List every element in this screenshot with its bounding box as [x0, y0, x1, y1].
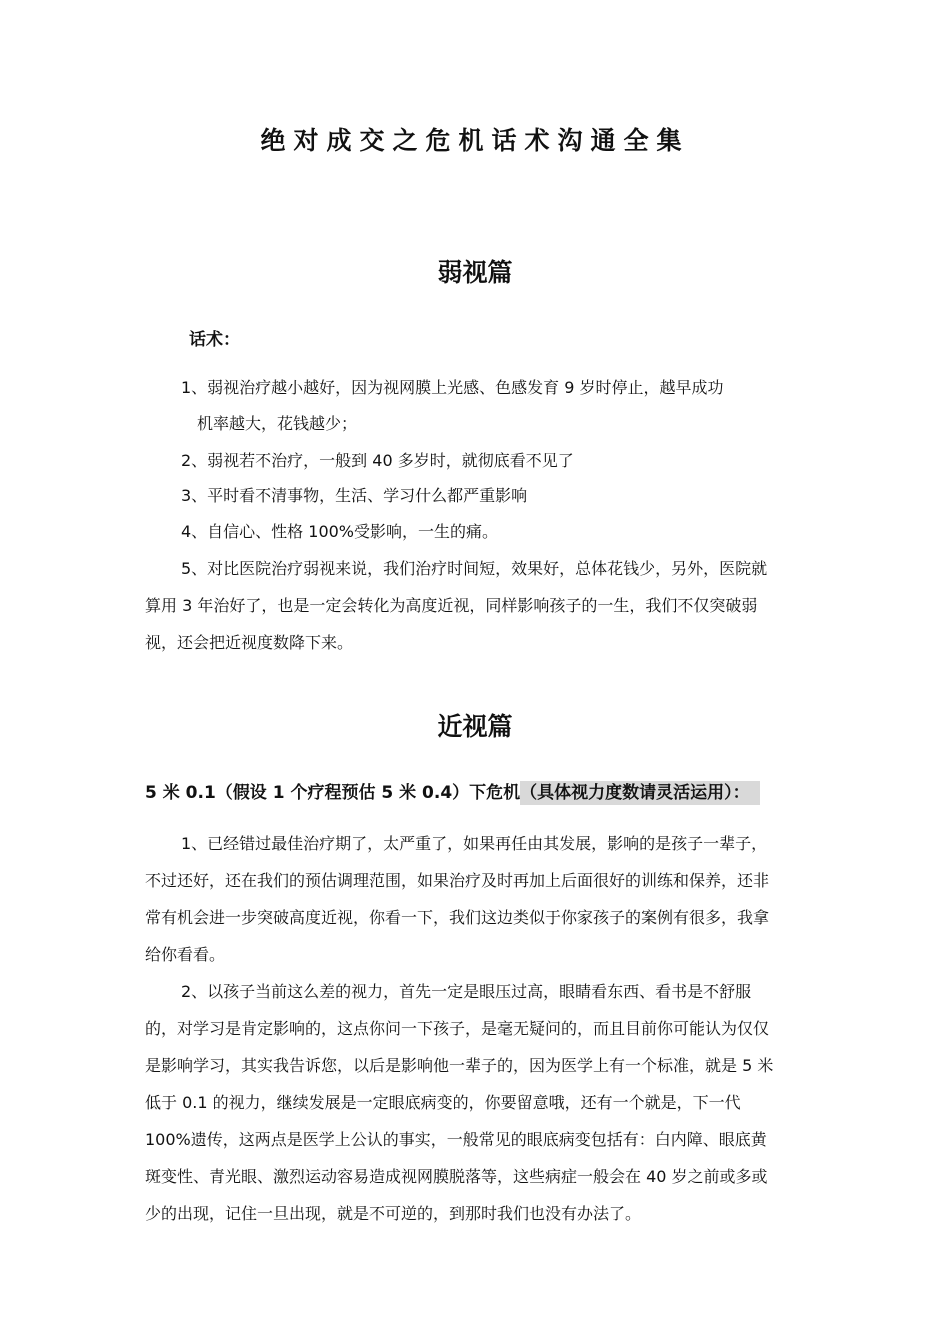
- myopia-line: 1、已经错过最佳治疗期了，太严重了，如果再任由其发展，影响的是孩子一辈子，: [181, 834, 768, 853]
- myopia-line: 常有机会进一步突破高度近视，你看一下，我们这边类似于你家孩子的案例有很多，我拿: [145, 908, 770, 927]
- myopia-line: 低于 0.1 的视力，继续发展是一定眼底病变的，你要留意哦，还有一个就是，下一代: [145, 1093, 741, 1112]
- amblyopia-line: 2、弱视若不治疗，一般到 40 多岁时，就彻底看不见了: [181, 451, 574, 470]
- myopia-line: 2、以孩子当前这么差的视力，首先一定是眼压过高，眼睛看东西、看书是不舒服: [181, 982, 752, 1001]
- amblyopia-line: 算用 3 年治好了，也是一定会转化为高度近视，同样影响孩子的一生，我们不仅突破弱: [145, 596, 758, 615]
- myopia-line: 斑变性、青光眼、激烈运动容易造成视网膜脱落等，这些病症一般会在 40 岁之前或多或: [145, 1167, 768, 1186]
- script-label: 话术：: [189, 330, 240, 350]
- myopia-line: 不过还好，还在我们的预估调理范围，如果治疗及时再加上后面很好的训练和保养，还非: [145, 871, 770, 890]
- myopia-subheading: [145, 780, 760, 806]
- myopia-line: 的，对学习是肯定影响的，这点你问一下孩子，是毫无疑问的，而且目前你可能认为仅仅: [145, 1019, 770, 1038]
- subheading-main-text: 5 米 0.1（假设 1 个疗程预估 5 米 0.4）下危机: [145, 783, 521, 803]
- document-title: 绝对成交之危机话术沟通全集: [260, 126, 690, 155]
- subheading-highlight-text: （具体视力度数请灵活运用）：: [520, 781, 760, 805]
- amblyopia-line: 视，还会把近视度数降下来。: [145, 633, 354, 652]
- section-title-amblyopia: 弱视篇: [437, 258, 513, 287]
- amblyopia-line: 5、对比医院治疗弱视来说，我们治疗时间短，效果好，总体花钱少，另外，医院就: [181, 559, 768, 578]
- myopia-line: 100%遗传，这两点是医学上公认的事实，一般常见的眼底病变包括有：白内障、眼底黄: [145, 1130, 767, 1149]
- amblyopia-line: 机率越大，花钱越少；: [197, 414, 358, 433]
- myopia-line: 是影响学习，其实我告诉您，以后是影响他一辈子的，因为医学上有一个标准，就是 5 米: [145, 1056, 774, 1075]
- myopia-line: 给你看看。: [145, 945, 226, 964]
- amblyopia-line: 3、平时看不清事物，生活、学习什么都严重影响: [181, 486, 528, 505]
- myopia-line: 少的出现，记住一旦出现，就是不可逆的，到那时我们也没有办法了。: [145, 1204, 642, 1223]
- amblyopia-line: 4、自信心、性格 100%受影响，一生的痛。: [181, 522, 499, 541]
- amblyopia-line: 1、弱视治疗越小越好，因为视网膜上光感、色感发育 9 岁时停止，越早成功: [181, 378, 724, 397]
- section-title-myopia: 近视篇: [437, 712, 513, 741]
